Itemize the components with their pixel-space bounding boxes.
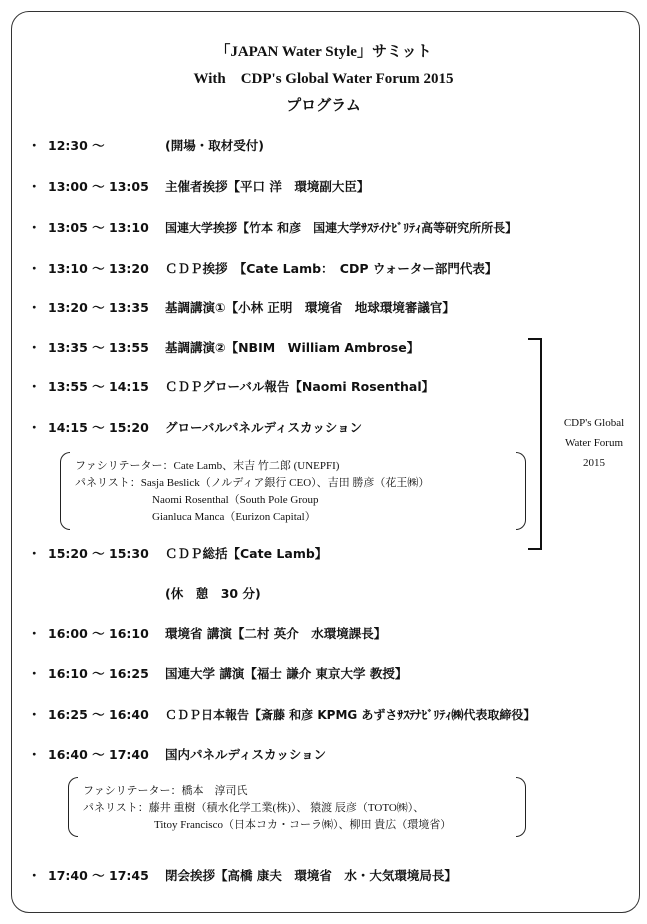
panel-panelist: Naomi Rosenthal（South Pole Group — [152, 494, 319, 506]
bullet: ・ — [28, 220, 41, 235]
schedule-time: 13:05 ～ 13:10 — [48, 220, 149, 235]
schedule-label: ＣＤＰ日本報告【斎藤 和彦 KPMG あずさｻｽﾃﾅﾋﾞﾘﾃｨ㈱代表取締役】 — [165, 708, 536, 722]
panel-facilitator: ファシリテーター：橋本 淳司氏 — [83, 785, 248, 797]
bullet: ・ — [28, 420, 41, 435]
schedule-label: 国連大学挨拶【竹本 和彦 国連大学ｻｽﾃｲﾅﾋﾞﾘﾃｨ高等研究所所長】 — [165, 221, 518, 235]
panel-panelists: パネリスト：Sasja Beslick（ノルディア銀行 CEO）、吉田 勝彦（花王㈱） — [75, 477, 430, 489]
schedule-time: 14:15 ～ 15:20 — [48, 420, 149, 435]
schedule-row — [28, 339, 419, 357]
schedule-row — [28, 746, 326, 764]
bracket-right — [516, 777, 526, 837]
schedule-time: 17:40 ～ 17:45 — [48, 868, 149, 883]
schedule-label: ＣＤＰ挨拶 【Cate Lamb： CDP ウォーター部門代表】 — [165, 261, 498, 276]
bullet: ・ — [28, 300, 41, 315]
schedule-time: 16:00 ～ 16:10 — [48, 626, 149, 641]
bullet: ・ — [28, 179, 41, 194]
schedule-label: グローバルパネルディスカッション — [165, 420, 363, 435]
panel-panelist: Gianluca Manca（Eurizon Capital） — [152, 511, 316, 523]
forum-label-line: 2015 — [583, 457, 605, 469]
schedule-time: 13:35 ～ 13:55 — [48, 340, 149, 355]
bullet: ・ — [28, 340, 41, 355]
schedule-row — [28, 545, 327, 563]
schedule-time: 16:25 ～ 16:40 — [48, 707, 149, 722]
event-subtitle: With CDP's Global Water Forum 2015 — [193, 71, 454, 87]
bullet: ・ — [28, 707, 41, 722]
schedule-label: 国連大学 講演【福士 謙介 東京大学 教授】 — [165, 666, 408, 681]
schedule-row — [28, 867, 457, 885]
schedule-time: 15:20 ～ 15:30 — [48, 546, 149, 561]
bracket-left — [68, 777, 78, 837]
schedule-time: 13:55 ～ 14:15 — [48, 379, 149, 394]
bullet: ・ — [28, 747, 41, 762]
panel-panelist: Titoy Francisco（日本コカ・コーラ㈱）、柳田 貴広（環境省） — [154, 819, 452, 831]
panel-panelists: パネリスト：藤井 重樹（積水化学工業(株)）、 猿渡 辰彦（TOTO㈱）、 — [83, 802, 425, 814]
forum-bracket — [528, 338, 542, 550]
schedule-label: 環境省 講演【二村 英介 水環境課長】 — [165, 626, 387, 641]
event-title: 「JAPAN Water Style」サミット — [215, 44, 432, 60]
schedule-row — [28, 299, 455, 317]
schedule-row — [28, 706, 535, 724]
schedule-label: 主催者挨拶【平口 洋 環境副大臣】 — [165, 179, 370, 194]
schedule-row — [28, 378, 434, 396]
bullet: ・ — [28, 138, 41, 153]
schedule-row — [28, 625, 386, 643]
schedule-time: 13:00 ～ 13:05 — [48, 179, 149, 194]
schedule-time: 16:40 ～ 17:40 — [48, 747, 149, 762]
schedule-row — [28, 260, 497, 278]
schedule-row — [28, 419, 362, 437]
bullet: ・ — [28, 261, 41, 276]
schedule-row — [28, 137, 264, 155]
schedule-label: ＣＤＰグローバル報告【Naomi Rosenthal】 — [165, 379, 435, 394]
bullet: ・ — [28, 546, 41, 561]
bullet: ・ — [28, 379, 41, 394]
schedule-time: 16:10 ～ 16:25 — [48, 666, 149, 681]
bullet: ・ — [28, 626, 41, 641]
schedule-label: 国内パネルディスカッション — [165, 747, 327, 762]
bullet: ・ — [28, 868, 41, 883]
schedule-row — [28, 178, 369, 196]
schedule-row — [28, 219, 517, 237]
schedule-label: 閉会挨拶【高橋 康夫 環境省 水・大気環境局長】 — [165, 868, 457, 883]
schedule-label: 基調講演①【小林 正明 環境省 地球環境審議官】 — [165, 300, 455, 315]
schedule-row — [28, 665, 407, 683]
forum-label-line: CDP's Global — [563, 417, 625, 429]
program-heading: プログラム — [286, 98, 361, 114]
bullet: ・ — [28, 666, 41, 681]
break-notice: (休 憩 30 分) — [165, 586, 261, 601]
bracket-left — [60, 452, 70, 530]
forum-label — [548, 413, 640, 473]
schedule-label: (開場・取材受付) — [165, 138, 264, 153]
schedule-label: ＣＤＰ総括【Cate Lamb】 — [165, 546, 328, 561]
schedule-time: 13:10 ～ 13:20 — [48, 261, 149, 276]
panel-facilitator: ファシリテーター：Cate Lamb、末吉 竹二郎 (UNEPFI) — [75, 460, 340, 472]
forum-label-line: Water Forum — [564, 437, 624, 449]
schedule-label: 基調講演②【NBIM William Ambrose】 — [165, 340, 420, 355]
bracket-right — [516, 452, 526, 530]
schedule-time: 13:20 ～ 13:35 — [48, 300, 149, 315]
schedule-time: 12:30 ～ — [48, 138, 105, 153]
